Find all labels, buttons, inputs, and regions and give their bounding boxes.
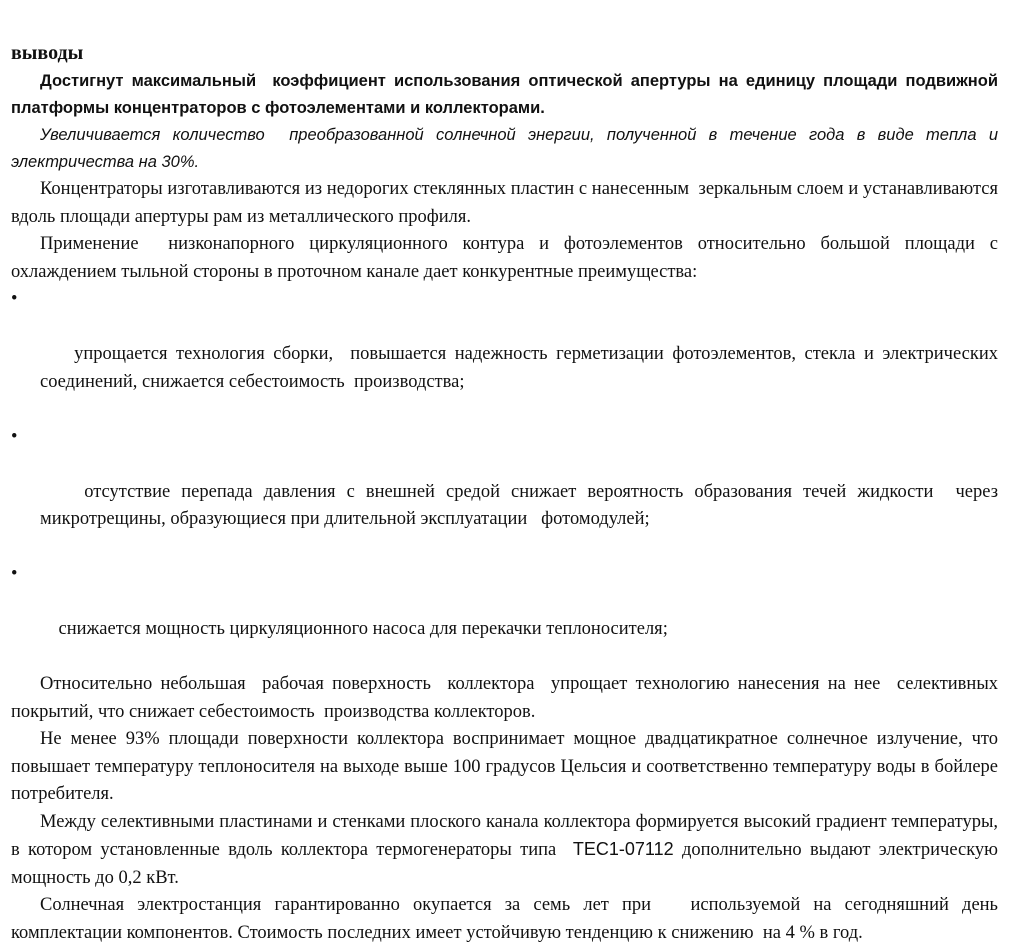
- paragraph-payback: Солнечная электростанция гарантированно окупается за семь лет при используемой на сегодняшний день комплектации компонентов. Стоимость последних имеет устойчивую тенденцию к снижению на 4 % в год.: [11, 895, 1003, 943]
- paragraph-thermogenerators: [11, 809, 1003, 893]
- paragraph-solar-radiation: Не менее 93% площади поверхности коллектора воспринимает мощное двадцатикратное солнечное излучение, что повышает температуру теплоносителя на выходе выше 100 градусов Цельсия и соответственно температуру воды в бойлере потребителя.: [11, 729, 1003, 804]
- bullet-mark: •: [11, 426, 18, 447]
- bullet-text-pressure: отсутствие перепада давления с внешней средой снижает вероятность образования течей жидкости через микротрещины, образующиеся при длительной эксплуатации фотомодулей;: [40, 481, 1003, 529]
- thermogenerator-model: TEC1-07112: [572, 839, 674, 859]
- paragraph-concentrators: Концентраторы изготавливаются из недорогих стеклянных пластин с нанесенным зеркальным слоем и устанавливаются вдоль площади апертуры рам из металлического профиля.: [11, 179, 1008, 227]
- paragraph-circulation-contour: Применение низконапорного циркуляционного контура и фотоэлементов относительно большой площади с охлаждением тыльной стороны в проточном канале дает конкурентные преимущества:: [11, 234, 1003, 282]
- slide-title: выводы: [11, 42, 84, 64]
- paragraph-aperture: Достигнут максимальный коэффициент использования оптической апертуры на единицу площади подвижной платформы концентраторов с фотоэлементами и коллекторами.: [11, 72, 1003, 117]
- bullet-item: [11, 424, 1003, 562]
- bullet-item: [11, 286, 1003, 424]
- bullet-item: [11, 561, 998, 671]
- paragraph-energy-increase: Увеличивается количество преобразованной солнечной энергии, полученной в течение года в виде тепла и электричества на 30%.: [11, 126, 1003, 171]
- bullet-text-pump: снижается мощность циркуляционного насоса для перекачки теплоносителя;: [58, 619, 668, 639]
- bullet-mark: •: [11, 564, 18, 584]
- bullet-mark: •: [11, 289, 18, 309]
- paragraph-selective-coating: Относительно небольшая рабочая поверхность коллектора упрощает технологию нанесения на нее селективных покрытий, что снижает себестоимость производства коллекторов.: [11, 674, 1003, 722]
- thermogenerators-text-start: Между селективными пластинами и стенками плоского канала коллектора формируется высокий градиент температуры, в котором установленные вдоль коллектора термогенераторы типа: [11, 811, 1003, 860]
- bullet-text-assembly: упрощается технология сборки, повышается надежность герметизации фотоэлементов, стекла и электрических соединений, снижается себестоимость производства;: [40, 344, 1003, 392]
- slide-content: [11, 41, 1008, 947]
- thermogenerators-text-end: дополнительно выдают электрическую мощность до 0,2 кВт.: [11, 840, 1003, 888]
